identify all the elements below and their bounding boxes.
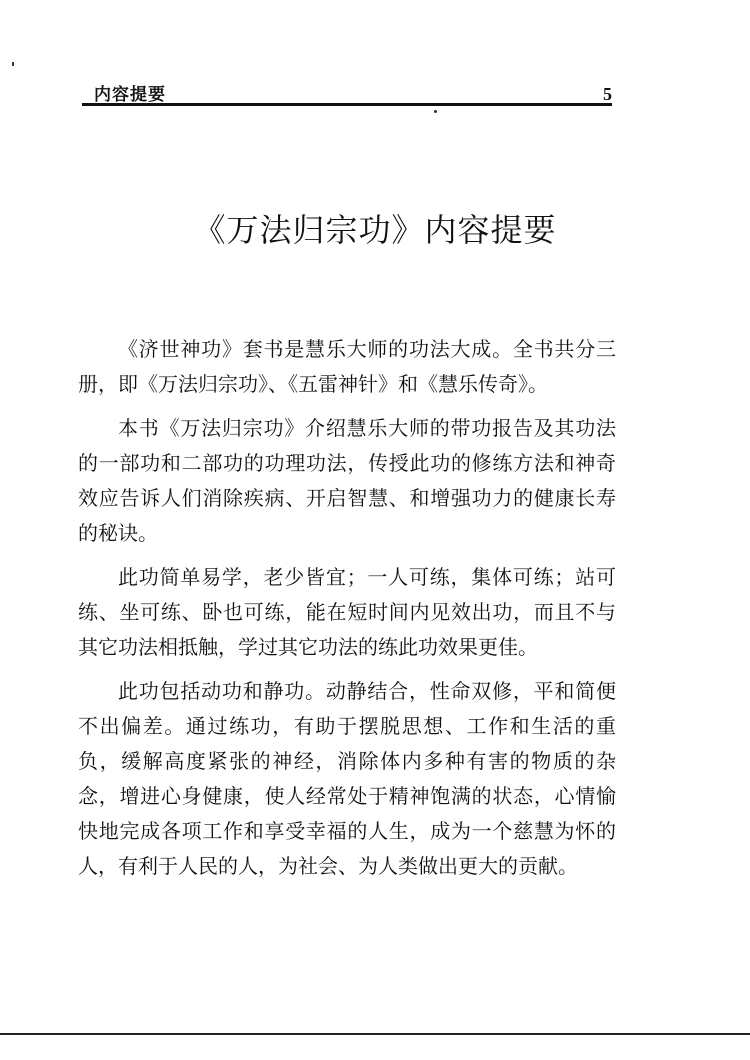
body-text [78, 332, 616, 893]
paragraph: 此功包括动功和静功。动静结合，性命双修，平和简便不出偏差。通过练功，有助于摆脱思想、工作和生活的重负，缓解高度紧张的神经，消除体内多种有害的物质的杂念，增进心身健康，使人经常处于精神饱满的状态，心情愉快地完成各项工作和享受幸福的人生，成为一个慈慧为怀的人，有利于人民的人，为社会、为人类做出更大的贡献。 [78, 679, 616, 878]
page-number: 5 [603, 84, 612, 104]
section-label: 内容提要 [94, 85, 166, 105]
header-rule [82, 103, 612, 106]
scan-speck [12, 62, 14, 66]
scan-speck [434, 110, 437, 113]
paragraph: 此功简单易学，老少皆宜；一人可练，集体可练；站可练、坐可练、卧也可练，能在短时间内见效出功，而且不与其它功法相抵触，学过其它功法的练此功效果更佳。 [78, 565, 616, 659]
running-header [82, 70, 612, 110]
paragraph: 《济世神功》套书是慧乐大师的功法大成。全书共分三册，即《万法归宗功》、《五雷神针》和《慧乐传奇》。 [78, 337, 616, 396]
page-title: 《万法归宗功》内容提要 [193, 211, 557, 249]
paragraph: 本书《万法归宗功》介绍慧乐大师的带功报告及其功法的一部功和二部功的功理功法，传授此功的修练方法和神奇效应告诉人们消除疾病、开启智慧、和增强功力的健康长寿的秘诀。 [78, 416, 616, 545]
footer-rule [0, 1033, 750, 1035]
